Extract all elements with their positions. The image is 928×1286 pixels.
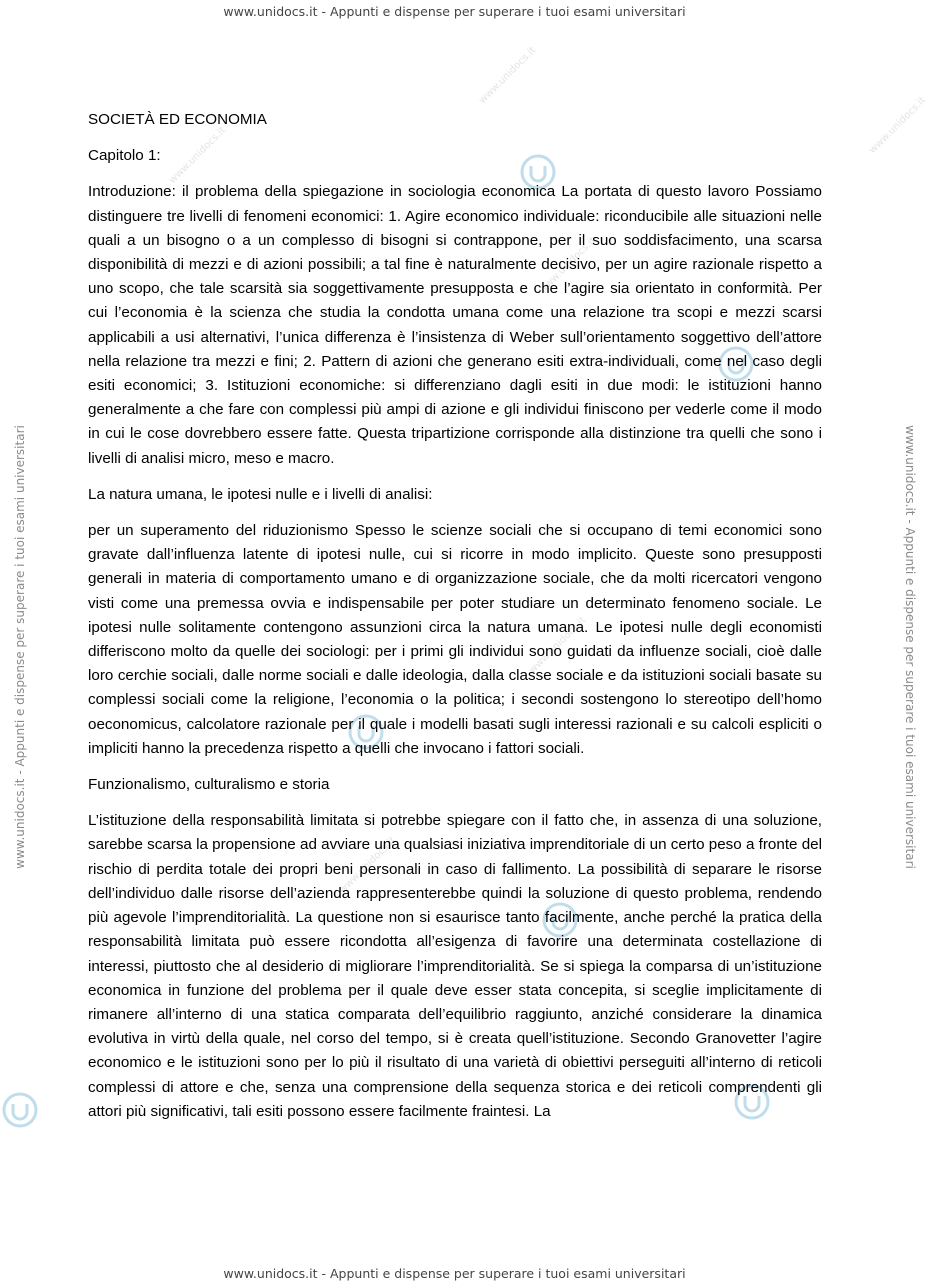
diag-watermark: www.unidocs.it	[537, 234, 599, 297]
top-watermark-text: www.unidocs.it - Appunti e dispense per superare i tuoi esami universitari	[223, 4, 686, 19]
chapter-label: Capitolo 1:	[88, 147, 161, 165]
diag-watermark: www.unidocs.it	[477, 44, 539, 107]
bottom-watermark	[0, 1266, 909, 1282]
diag-watermark: www.unidocs.it	[167, 124, 229, 187]
section-heading-natura-umana: La natura umana, le ipotesi nulle e i livelli di analisi:	[88, 485, 433, 503]
bottom-watermark-text: www.unidocs.it - Appunti e dispense per superare i tuoi esami universitari	[223, 1266, 686, 1281]
left-side-watermark: www.unidocs.it - Appunti e dispense per superare i tuoi esami universitari	[13, 425, 27, 869]
paragraph-riduzionismo: per un superamento del riduzionismo Spesso le scienze sociali che si occupano di temi economici sono gravate dall’influenza latente di ipotesi nulle, cui si ricorre in modo implicito. Queste sono presupposti generali in materia di comportamento umano e di organizzazione sociale, che da molti ricercatori vengono visti come una premessa ovvia e indispensabile per poter studiare un determinato fenomeno sociale. Le ipotesi nulle solitamente contengono assunzioni circa la natura umana. Le ipotesi nulle degli economisti differiscono molto da quelle dei sociologi: per i primi gli individui sono guidati da influenze sociali, cioè dalle loro cerchie sociali, dalle norme sociali e dalle ideologia, dalla classe sociale e da istituzioni sociali basate su complessi sociali come la religione, l’economia o la politica; i secondi sostengono lo stereotipo dell’homo oeconomicus, calcolatore razionale per il quale i modelli basati sugli interessi razionali e su calcoli espliciti o impliciti hanno la precedenza rispetto a quelli che invocano i fattori sociali.	[88, 522, 822, 757]
paragraph-introduction: Introduzione: il problema della spiegazione in sociologia economica La portata di questo lavoro Possiamo distinguere tre livelli di fenomeni economici: 1. Agire economico individuale: riconducibile alle situazioni nelle quali a un bisogno o a un complesso di bisogni si contrappone, per il suo soddisfacimento, una scarsa disponibilità di mezzi e di azioni possibili; a tal fine è naturalmente decisivo, per un agire razionale rispetto a uno scopo, che tale scarsità sia soggettivamente presupposta e che l’agire sia orientato in conformità. Per cui l’economia è la scienza che studia la condotta umana come una relazione tra scopi e mezzi scarsi applicabili a usi alternativi, l’unica differenza è l’insistenza di Weber sull’orientamento soggettivo dell’attore nella relazione tra mezzi e fini; 2. Pattern di azioni che generano esiti extra-individuali, come nel caso degli esiti economici; 3. Istituzioni economiche: si differenziano dagli esiti in due modi: le istituzioni hanno generalmente a che fare con complessi più ampi di azione e gli individui finiscono per vederle come il modo in cui le cose dovrebbero essere fatte. Questa tripartizione corrisponde alla distinzione tra quelli che sono i livelli di analisi micro, meso e macro.	[88, 183, 822, 467]
diag-watermark: www.unidocs.it	[527, 614, 589, 677]
document-body	[88, 108, 822, 1136]
diag-watermark: www.unidocs.it	[867, 94, 928, 157]
unidocs-logo-icon	[0, 1090, 40, 1130]
right-side-watermark: www.unidocs.it - Appunti e dispense per superare i tuoi esami universitari	[903, 425, 917, 869]
document-title: SOCIETÀ ED ECONOMIA	[88, 111, 267, 128]
section-heading-funzionalismo: Funzionalismo, culturalismo e storia	[88, 776, 330, 794]
diag-watermark: www.unidocs.it	[337, 834, 399, 897]
top-watermark	[0, 4, 909, 20]
paragraph-responsabilita-limitata: L’istituzione della responsabilità limitata si potrebbe spiegare con il fatto che, in assenza di una soluzione, sarebbe scarsa la propensione ad avviare una qualsiasi iniziativa imprenditoriale di un certo peso a fronte del rischio di perdita totale dei propri beni personali in caso di fallimento. La possibilità di separare le risorse dell’individuo dalle risorse dell’azienda rappresenterebbe quindi la soluzione di questo problema, rendendo più agevole l’imprenditorialità. La questione non si esaurisce tanto facilmente, anche perché la pratica della responsabilità limitata può essere ricondotta all’esigenza di favorire una determinata costellazione di interessi, piuttosto che al desiderio di migliorare l’imprenditorialità. Se si spiega la comparsa di un’istituzione economica in funzione del problema per il quale deve esser stata concepita, si sceglie implicitamente di rimanere all’interno di una statica comparata dell’equilibrio raggiunto, anziché considerare la dinamica evolutiva in virtù della quale, nel corso del tempo, si è creata quell’istituzione. Secondo Granovetter l’agire economico e le istituzioni sono per lo più il risultato di una varietà di obiettivi perseguiti all’interno di reticoli complessi di attore e che, senza una comprensione della sequenza storica e dei reticoli comprendenti gli attori più significativi, tali esiti possono essere facilmente fraintesi. La	[88, 812, 822, 1120]
